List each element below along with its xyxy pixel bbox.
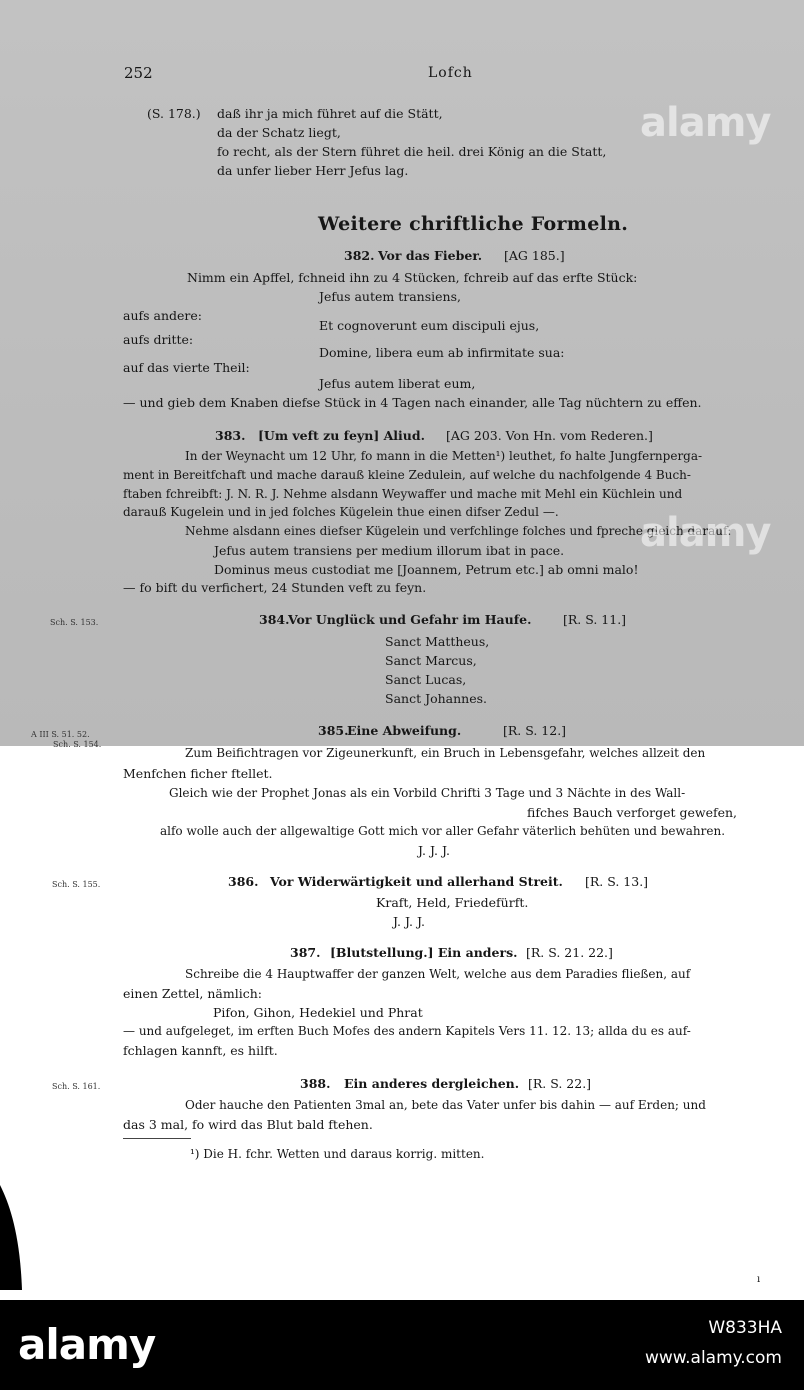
entry-line: fchlagen kannft, es hilft. (123, 1043, 278, 1058)
margin-note: Sch. S. 155. (52, 880, 101, 889)
intro-line: da der Schatz liegt, (217, 125, 341, 140)
entry-number: 385. (318, 723, 349, 738)
entry-line: Kraft, Held, Friedefürft. (376, 895, 529, 910)
page-number: 252 (124, 64, 153, 82)
entry-line: Dominus meus custodiat me [Joannem, Petrum etc.] ab omni malo! (214, 562, 639, 577)
section-heading: Weitere chriftliche Formeln. (318, 213, 629, 235)
margin-note: Sch. S. 154. (53, 740, 102, 749)
running-title: Lofch (428, 65, 473, 81)
entry-number: 387. (290, 945, 321, 960)
entry-line: Gleich wie der Prophet Jonas als ein Vorbild Chrifti 3 Tage und 3 Nächte in des Wall- (169, 786, 686, 800)
entry-title: [Blutstellung.] Ein anders. (330, 945, 518, 960)
entry-line: Zum Beifichtragen vor Zigeunerkunft, ein Bruch in Lebensgefahr, welches allzeit den (185, 746, 706, 760)
intro-line: fo recht, als der Stern führet die heil. drei König an die Statt, (217, 144, 607, 159)
entry-number: 384. (259, 612, 290, 627)
entry-line: das 3 mal, fo wird das Blut bald ftehen. (123, 1117, 373, 1132)
entry-ref: [R. S. 11.] (563, 612, 627, 627)
entry-line: Jefus autem transiens per medium illorum ibat in pace. (214, 543, 565, 558)
entry-line: Sanct Mattheus, (385, 634, 490, 649)
intro-line: daß ihr ja mich führet auf die Stätt, (217, 106, 443, 121)
entry-line: fifches Bauch verforget gewefen, (527, 805, 738, 820)
entry-line: Nimm ein Apffel, fchneid ihn zu 4 Stücken, fchreib auf das erfte Stück: (187, 270, 638, 285)
entry-number: 388. (300, 1076, 331, 1091)
entry-title: Vor Unglück und Gefahr im Haufe. (288, 612, 532, 627)
watermark: alamy (640, 510, 771, 556)
entry-line: ftaben fchreibft: J. N. R. J. Nehme alsdann Weywaffer und mache mit Mehl ein Küchlein und (123, 487, 683, 501)
entry-line: — und gieb dem Knaben diefse Stück in 4 Tagen nach einander, alle Tag nüchtern zu effen. (123, 395, 702, 410)
entry-title: Eine Abweifung. (347, 723, 462, 738)
entry-line: In der Weynacht um 12 Uhr, fo mann in die Metten¹) leuthet, fo halte Jungfernperga- (185, 449, 703, 463)
footer-image-id: W833HA (708, 1318, 782, 1338)
entry-line: Jefus autem liberat eum, (319, 376, 476, 391)
entry-ref: [R. S. 22.] (528, 1076, 592, 1091)
entry-line: Domine, libera eum ab infirmitate sua: (319, 345, 565, 360)
entry-line: Oder hauche den Patienten 3mal an, bete das Vater unfer bis dahin — auf Erden; und (185, 1098, 706, 1112)
footnote: ¹) Die H. fchr. Wetten und daraus korrig. mitten. (190, 1147, 485, 1161)
entry-line: J. J. J. (393, 914, 425, 929)
entry-line: Pifon, Gihon, Hedekiel und Phrat (213, 1005, 423, 1020)
entry-line: Sanct Johannes. (385, 691, 487, 706)
entry-title: Vor das Fieber. (378, 248, 483, 263)
entry-line: Sanct Lucas, (385, 672, 467, 687)
entry-ref: [AG 203. Von Hn. vom Rederen.] (446, 428, 653, 443)
entry-ref: [R. S. 12.] (503, 723, 567, 738)
entry-line: alfo wolle auch der allgewaltige Gott mich vor aller Gefahr väterlich behüten und bewahren. (160, 824, 726, 838)
entry-ref: [R. S. 21. 22.] (526, 945, 613, 960)
entry-line: Schreibe die 4 Hauptwaffer der ganzen Welt, welche aus dem Paradies fließen, auf (185, 967, 691, 981)
entry-line: Nehme alsdann eines diefser Kügelein und verfchlinge folches und fpreche gleich darauf: (185, 524, 732, 538)
entry-line: ment in Bereitfchaft und mache darauß kleine Zedulein, auf welche du nachfolgende 4 Buch- (123, 468, 691, 482)
entry-line: einen Zettel, nämlich: (123, 986, 262, 1001)
entry-label: aufs andere: (123, 308, 203, 323)
entry-label: aufs dritte: (123, 332, 194, 347)
entry-title: Vor Widerwärtigkeit und allerhand Streit. (270, 874, 563, 889)
margin-note: Sch. S. 153. (50, 618, 99, 627)
entry-ref: [R. S. 13.] (585, 874, 649, 889)
watermark: alamy (640, 100, 771, 146)
entry-title: [Um veft zu feyn] Aliud. (258, 428, 425, 443)
footer-banner (0, 1300, 804, 1390)
entry-line: darauß Kugelein und in jed folches Kügelein thue einen difser Zedul —. (123, 505, 559, 519)
entry-line: Et cognoverunt eum discipuli ejus, (319, 318, 540, 333)
entry-ref: [AG 185.] (504, 248, 565, 263)
margin-note: Sch. S. 161. (52, 1082, 101, 1091)
footer-logo: alamy (18, 1320, 156, 1369)
intro-line: da unfer lieber Herr Jefus lag. (217, 163, 409, 178)
entry-number: 383. (215, 428, 246, 443)
entry-title: Ein anderes dergleichen. (344, 1076, 520, 1091)
entry-line: Menfchen ficher ftellet. (123, 766, 273, 781)
entry-label: auf das vierte Theil: (123, 360, 250, 375)
scan-edge-mark (0, 1185, 22, 1290)
footnote-rule (123, 1138, 191, 1139)
footer-url[interactable]: www.alamy.com (644, 1348, 782, 1368)
stray-mark: ı (757, 1274, 761, 1285)
entry-line: Jefus autem transiens, (319, 289, 461, 304)
entry-number: 386. (228, 874, 259, 889)
entry-line: — fo bift du verfichert, 24 Stunden veft zu feyn. (123, 580, 427, 595)
entry-line: — und aufgeleget, im erften Buch Mofes des andern Kapitels Vers 11. 12. 13; allda du es auf- (123, 1024, 691, 1038)
entry-line: J. J. J. (418, 843, 450, 858)
entry-line: Sanct Marcus, (385, 653, 477, 668)
intro-ref: (S. 178.) (147, 106, 201, 121)
margin-note: A III S. 51. 52. (31, 730, 90, 739)
entry-number: 382. (344, 248, 375, 263)
